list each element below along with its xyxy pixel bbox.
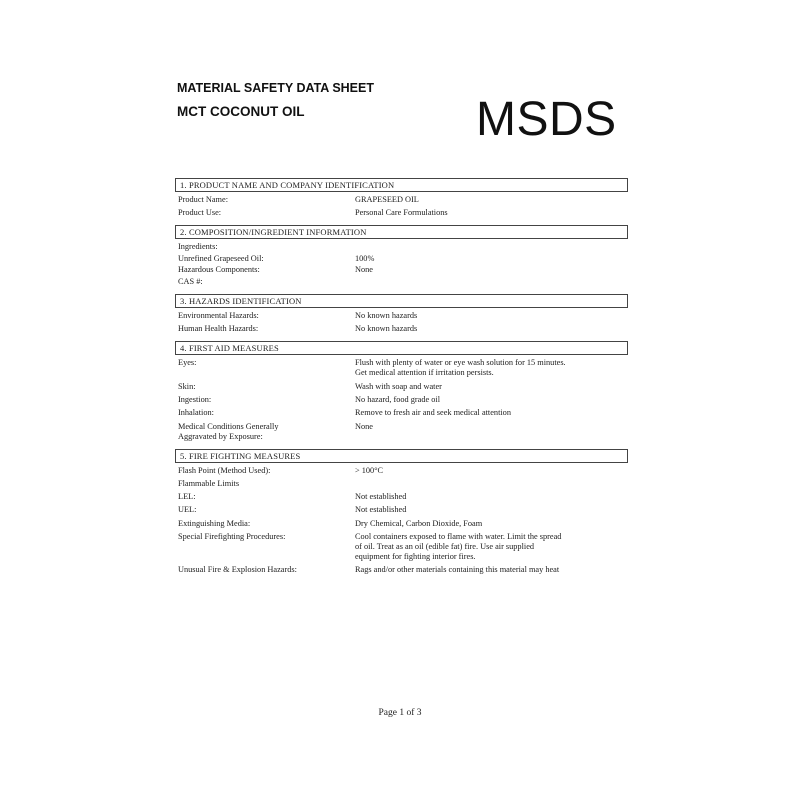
row-value: No hazard, food grade oil (355, 394, 441, 404)
info-row (175, 422, 628, 442)
section-fire-fighting (175, 449, 628, 576)
section-product-identification (175, 178, 628, 218)
row-value: Personal Care Formulations (355, 208, 448, 218)
section-heading: 3. HAZARDS IDENTIFICATION (175, 294, 628, 308)
sds-sheet (175, 178, 628, 582)
row-label: Environmental Hazards: (178, 311, 259, 321)
row-label: LEL: (178, 492, 196, 502)
section-heading: 1. PRODUCT NAME AND COMPANY IDENTIFICATION (175, 178, 628, 192)
row-value: None (355, 265, 373, 275)
row-label: Skin: (178, 381, 196, 391)
info-row (175, 311, 628, 321)
row-value: None (355, 421, 373, 431)
info-row (175, 505, 628, 515)
row-value (355, 479, 628, 489)
row-label: Inhalation: (178, 408, 214, 418)
section-heading: 5. FIRE FIGHTING MEASURES (175, 449, 628, 463)
row-label: Flammable Limits (178, 478, 240, 488)
row-value: Cool containers exposed to flame with water. Limit the spread of oil. Treat as an oil (edible fat) fire. Use air supplied equipment for fighting interior fires. (355, 532, 562, 562)
row-value: Not established (355, 505, 407, 515)
row-value: Remove to fresh air and seek medical attention (355, 408, 511, 418)
row-label: Flash Point (Method Used): (178, 465, 271, 475)
row-label: Ingredients: (178, 242, 218, 252)
row-label: Special Firefighting Procedures: (178, 532, 286, 542)
info-row (175, 324, 628, 334)
row-value: Flush with plenty of water or eye wash solution for 15 minutes. Get medical attention if irritation persists. (355, 358, 566, 378)
info-row (175, 242, 628, 252)
row-value: Wash with soap and water (355, 381, 442, 391)
row-label: Human Health Hazards: (178, 324, 259, 334)
info-row (175, 195, 628, 205)
row-label: Unusual Fire & Explosion Hazards: (178, 565, 297, 575)
row-label: Ingestion: (178, 394, 212, 404)
info-row (175, 208, 628, 218)
msds-logo-text: MSDS (476, 93, 617, 146)
row-value: > 100°C (355, 465, 384, 475)
info-row (175, 565, 628, 575)
row-label: Product Name: (178, 195, 229, 204)
row-label: UEL: (178, 505, 197, 515)
info-row (175, 466, 628, 476)
section-composition (175, 225, 628, 287)
document-title: MATERIAL SAFETY DATA SHEET (177, 81, 374, 95)
info-row (175, 277, 628, 287)
info-row (175, 408, 628, 418)
row-value: No known hazards (355, 324, 418, 334)
row-label: Product Use: (178, 208, 222, 218)
row-label: Eyes: (178, 358, 197, 368)
row-value: Dry Chemical, Carbon Dioxide, Foam (355, 518, 483, 528)
info-row (175, 519, 628, 529)
row-label: CAS #: (178, 277, 203, 287)
row-label: Medical Conditions Generally Aggravated by Exposure: (178, 421, 279, 441)
section-first-aid (175, 341, 628, 441)
row-value: No known hazards (355, 311, 418, 321)
info-row (175, 479, 628, 489)
section-heading: 4. FIRST AID MEASURES (175, 341, 628, 355)
info-row (175, 382, 628, 392)
info-row (175, 265, 628, 275)
section-hazards (175, 294, 628, 334)
row-value (355, 242, 628, 252)
info-row (175, 492, 628, 502)
row-label: Extinguishing Media: (178, 518, 251, 528)
row-value: 100% (355, 253, 375, 263)
info-row (175, 254, 628, 264)
section-heading: 2. COMPOSITION/INGREDIENT INFORMATION (175, 225, 628, 239)
info-row (175, 358, 628, 378)
info-row (175, 395, 628, 405)
row-label: Unrefined Grapeseed Oil: (178, 253, 264, 263)
row-value: Rags and/or other materials containing this material may heat (355, 565, 560, 575)
row-value (355, 277, 628, 287)
row-label: Hazardous Components: (178, 265, 260, 275)
page-number: Page 1 of 3 (378, 708, 422, 718)
product-title: MCT COCONUT OIL (177, 104, 305, 119)
info-row (175, 532, 628, 562)
row-value: GRAPESEED OIL (355, 195, 419, 204)
row-value: Not established (355, 492, 407, 502)
